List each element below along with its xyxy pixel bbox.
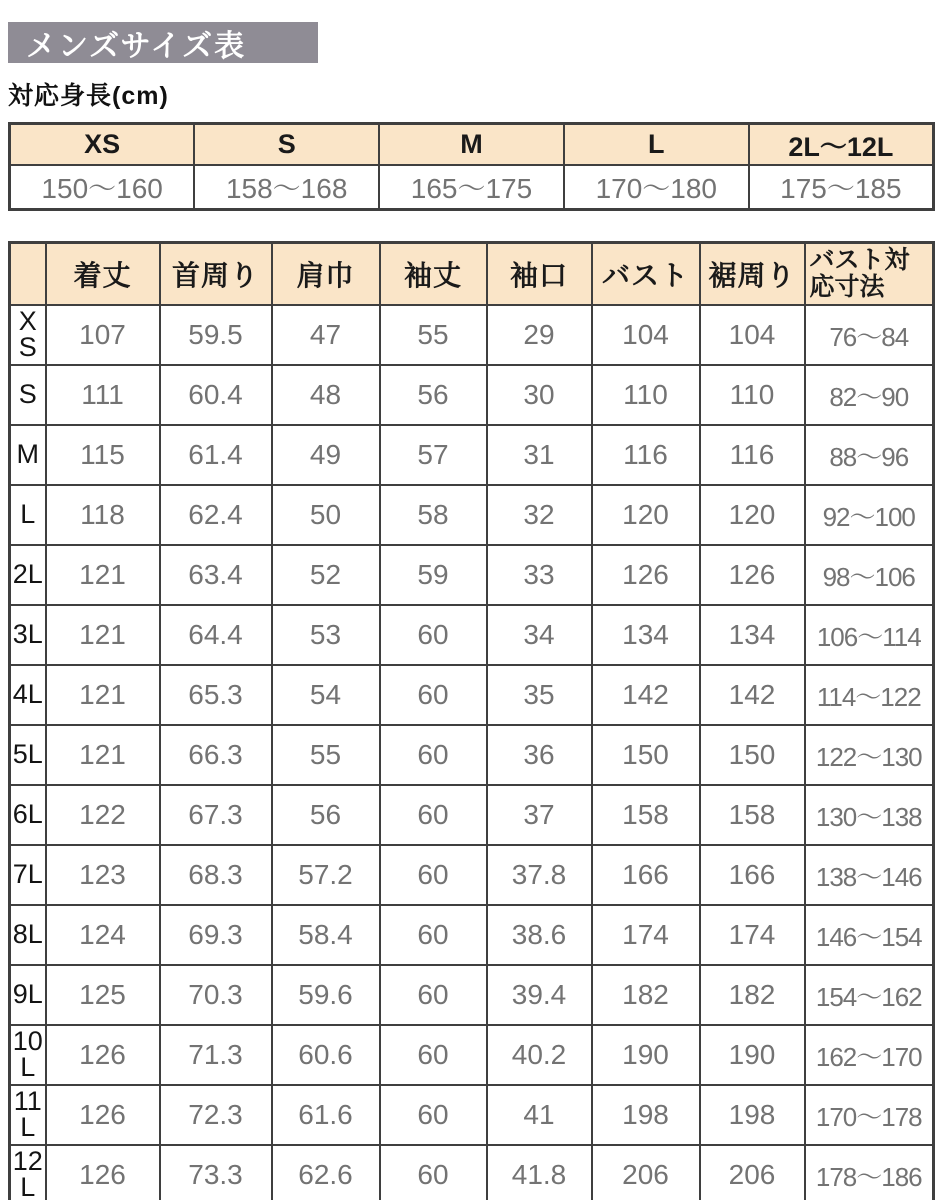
size-value-cell: 69.3 [160,905,272,965]
size-value-cell: 49 [272,425,380,485]
size-value-cell: 39.4 [487,965,592,1025]
size-value-cell: 121 [46,545,160,605]
size-value-cell: 116 [592,425,700,485]
size-value-cell: 60 [380,665,487,725]
size-value-cell: 116 [700,425,805,485]
size-value-cell: 126 [46,1025,160,1085]
size-value-cell: 138〜146 [805,845,934,905]
size-col-header: バスト対応寸法 [805,243,934,306]
size-value-cell: 60 [380,1145,487,1200]
height-value-cell: 165〜175 [379,165,564,210]
size-value-cell: 58 [380,485,487,545]
page-title: メンズサイズ表 [26,29,247,63]
size-value-cell: 60 [380,725,487,785]
size-value-cell: 60.6 [272,1025,380,1085]
size-value-cell: 178〜186 [805,1145,934,1200]
size-table-row [10,305,934,365]
size-value-cell: 130〜138 [805,785,934,845]
size-value-cell: 60 [380,605,487,665]
size-value-cell: 57 [380,425,487,485]
size-value-cell: 111 [46,365,160,425]
size-value-cell: 122 [46,785,160,845]
size-table-row [10,725,934,785]
height-value-cell: 170〜180 [564,165,749,210]
height-col-header: M [379,124,564,166]
size-row-label: 5L [10,725,46,785]
size-value-cell: 55 [272,725,380,785]
size-row-label: M [10,425,46,485]
size-value-cell: 126 [700,545,805,605]
size-value-cell: 174 [700,905,805,965]
size-row-label: 2L [10,545,46,605]
size-value-cell: 166 [700,845,805,905]
size-value-cell: 150 [700,725,805,785]
size-value-cell: 142 [700,665,805,725]
size-value-cell: 92〜100 [805,485,934,545]
size-value-cell: 126 [592,545,700,605]
size-row-label: XS [10,305,46,365]
size-table-row [10,665,934,725]
size-value-cell: 35 [487,665,592,725]
size-value-cell: 72.3 [160,1085,272,1145]
size-value-cell: 55 [380,305,487,365]
size-value-cell: 142 [592,665,700,725]
size-value-cell: 76〜84 [805,305,934,365]
size-value-cell: 30 [487,365,592,425]
size-value-cell: 158 [592,785,700,845]
size-value-cell: 48 [272,365,380,425]
size-table-corner-cell [10,243,46,306]
height-col-header: S [194,124,379,166]
size-row-label: 4L [10,665,46,725]
size-value-cell: 82〜90 [805,365,934,425]
size-row-label: 10L [10,1025,46,1085]
size-col-header: 着丈 [46,243,160,306]
size-value-cell: 60 [380,845,487,905]
size-value-cell: 63.4 [160,545,272,605]
size-value-cell: 53 [272,605,380,665]
size-value-cell: 182 [592,965,700,1025]
size-value-cell: 182 [700,965,805,1025]
size-value-cell: 31 [487,425,592,485]
size-value-cell: 134 [592,605,700,665]
height-col-header: L [564,124,749,166]
size-value-cell: 73.3 [160,1145,272,1200]
size-row-label: 11L [10,1085,46,1145]
size-value-cell: 32 [487,485,592,545]
size-value-cell: 124 [46,905,160,965]
size-table-row [10,365,934,425]
size-table-row [10,485,934,545]
size-value-cell: 125 [46,965,160,1025]
size-value-cell: 158 [700,785,805,845]
size-col-header: 袖口 [487,243,592,306]
size-value-cell: 126 [46,1145,160,1200]
size-value-cell: 123 [46,845,160,905]
size-table-row [10,1025,934,1085]
size-value-cell: 60.4 [160,365,272,425]
size-value-cell: 65.3 [160,665,272,725]
size-value-cell: 47 [272,305,380,365]
height-table-caption: 対応身長(cm) [8,82,169,110]
size-value-cell: 118 [46,485,160,545]
height-table [8,122,935,211]
page-title-bar [8,22,318,63]
size-value-cell: 150 [592,725,700,785]
size-value-cell: 146〜154 [805,905,934,965]
size-value-cell: 110 [592,365,700,425]
size-value-cell: 60 [380,1025,487,1085]
size-value-cell: 98〜106 [805,545,934,605]
size-value-cell: 68.3 [160,845,272,905]
size-row-label: 7L [10,845,46,905]
size-table-row [10,845,934,905]
size-table-row [10,1145,934,1200]
size-value-cell: 198 [592,1085,700,1145]
size-table-row [10,785,934,845]
size-value-cell: 60 [380,1085,487,1145]
size-table-row [10,605,934,665]
size-value-cell: 88〜96 [805,425,934,485]
size-table-row [10,1085,934,1145]
size-value-cell: 71.3 [160,1025,272,1085]
size-value-cell: 115 [46,425,160,485]
size-value-cell: 154〜162 [805,965,934,1025]
size-value-cell: 104 [700,305,805,365]
size-value-cell: 121 [46,605,160,665]
size-row-label: 6L [10,785,46,845]
size-value-cell: 61.6 [272,1085,380,1145]
size-value-cell: 121 [46,725,160,785]
size-value-cell: 134 [700,605,805,665]
height-col-header: 2L〜12L [749,124,934,166]
size-col-header: 肩巾 [272,243,380,306]
size-value-cell: 174 [592,905,700,965]
size-row-label: 8L [10,905,46,965]
size-col-header: 袖丈 [380,243,487,306]
size-value-cell: 120 [700,485,805,545]
size-value-cell: 206 [592,1145,700,1200]
size-value-cell: 34 [487,605,592,665]
size-value-cell: 66.3 [160,725,272,785]
height-value-cell: 150〜160 [10,165,195,210]
size-row-label: 12L [10,1145,46,1200]
size-value-cell: 41 [487,1085,592,1145]
size-table [8,241,935,1200]
size-value-cell: 104 [592,305,700,365]
size-value-cell: 67.3 [160,785,272,845]
size-value-cell: 122〜130 [805,725,934,785]
size-value-cell: 38.6 [487,905,592,965]
size-value-cell: 107 [46,305,160,365]
size-table-row [10,905,934,965]
size-value-cell: 52 [272,545,380,605]
size-value-cell: 121 [46,665,160,725]
size-value-cell: 62.6 [272,1145,380,1200]
size-table-row [10,425,934,485]
size-value-cell: 50 [272,485,380,545]
size-value-cell: 37 [487,785,592,845]
size-table-header-row [10,243,934,306]
size-col-header: 首周り [160,243,272,306]
size-value-cell: 166 [592,845,700,905]
size-value-cell: 114〜122 [805,665,934,725]
size-value-cell: 64.4 [160,605,272,665]
size-col-header: バスト [592,243,700,306]
size-value-cell: 126 [46,1085,160,1145]
size-table-row [10,965,934,1025]
size-value-cell: 37.8 [487,845,592,905]
size-row-label: S [10,365,46,425]
size-value-cell: 62.4 [160,485,272,545]
size-value-cell: 59.5 [160,305,272,365]
size-value-cell: 206 [700,1145,805,1200]
height-value-cell: 158〜168 [194,165,379,210]
size-value-cell: 29 [487,305,592,365]
size-value-cell: 60 [380,965,487,1025]
size-value-cell: 40.2 [487,1025,592,1085]
size-value-cell: 61.4 [160,425,272,485]
size-value-cell: 58.4 [272,905,380,965]
size-value-cell: 162〜170 [805,1025,934,1085]
size-value-cell: 170〜178 [805,1085,934,1145]
size-value-cell: 190 [592,1025,700,1085]
size-row-label: L [10,485,46,545]
size-value-cell: 59 [380,545,487,605]
size-value-cell: 106〜114 [805,605,934,665]
size-value-cell: 190 [700,1025,805,1085]
size-value-cell: 56 [380,365,487,425]
height-col-header: XS [10,124,195,166]
height-table-value-row [10,165,934,210]
size-value-cell: 56 [272,785,380,845]
size-value-cell: 60 [380,785,487,845]
size-table-row [10,545,934,605]
size-value-cell: 198 [700,1085,805,1145]
height-table-header-row [10,124,934,166]
size-value-cell: 60 [380,905,487,965]
size-value-cell: 54 [272,665,380,725]
size-value-cell: 70.3 [160,965,272,1025]
height-value-cell: 175〜185 [749,165,934,210]
size-value-cell: 59.6 [272,965,380,1025]
size-value-cell: 33 [487,545,592,605]
size-row-label: 3L [10,605,46,665]
size-row-label: 9L [10,965,46,1025]
size-value-cell: 41.8 [487,1145,592,1200]
size-value-cell: 57.2 [272,845,380,905]
size-value-cell: 110 [700,365,805,425]
size-value-cell: 36 [487,725,592,785]
size-col-header: 裾周り [700,243,805,306]
size-value-cell: 120 [592,485,700,545]
